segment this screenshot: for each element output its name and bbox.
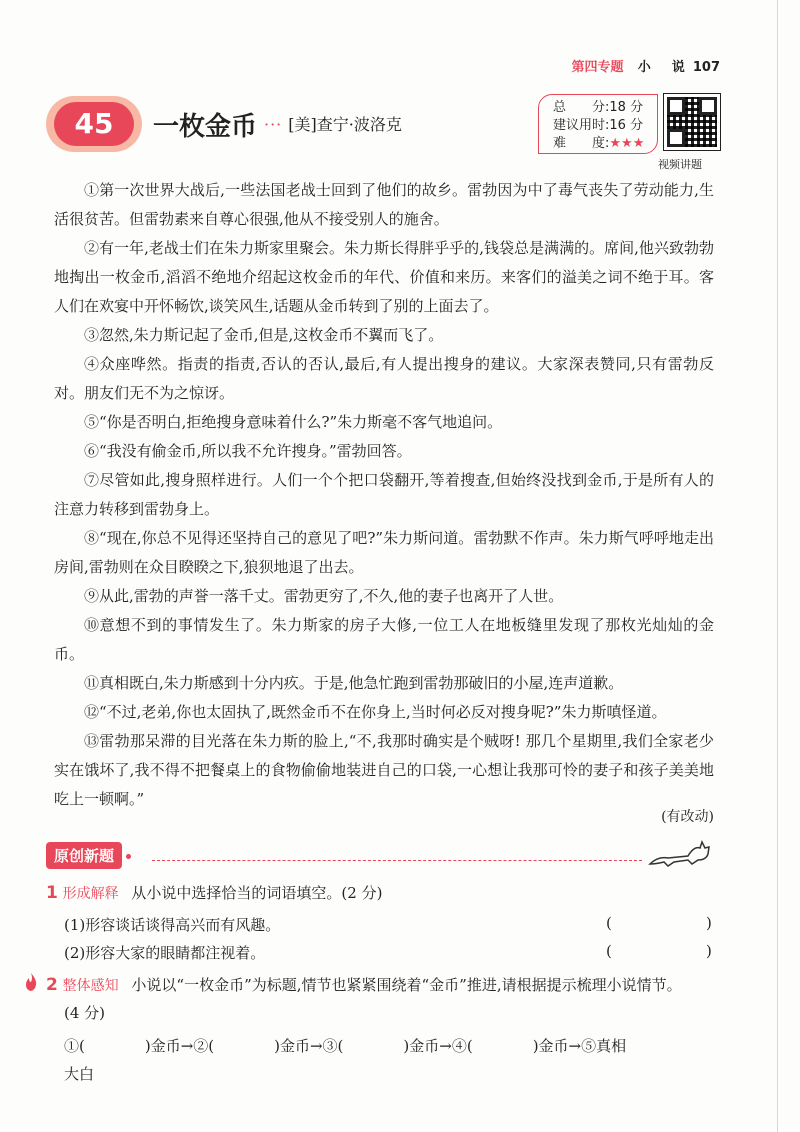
chain-tail: 大白 [64,1065,95,1083]
chain-step[interactable]: )金币→②( [84,1037,215,1055]
qr-corner [667,129,685,147]
answer-blank-close: ) [706,942,712,960]
qr-code-icon[interactable] [664,94,720,150]
paragraph: ⑦尽管如此,搜身照样进行。人们一个个把口袋翻开,等着搜查,但始终没找到金币,于是所有人的注意力转移到雷勃身上。 [54,471,714,518]
qr-corner [667,97,685,115]
dashed-divider [152,860,642,861]
question-2-score: (4 分) [64,1004,106,1022]
qr-corner [699,97,717,115]
chain-step[interactable]: ①( [64,1037,85,1055]
question-1-header [46,880,382,907]
question-text: 从小说中选择恰当的词语填空。(2 分) [131,884,383,902]
question-text: 小说以“一枚金币”为标题,情节也紧紧围绕着“金币”推进,请根据提示梳理小说情节。 [131,976,682,994]
answer-blank-open[interactable]: ( [606,914,612,932]
revision-note: (有改动) [661,809,714,825]
answer-blank-close: ) [706,914,712,932]
section-tag: 原创新题 [46,842,122,869]
paragraph: ④众座哗然。指责的指责,否认的否认,最后,有人提出搜身的建议。大家深表赞同,只有雷勃反对。朋友们无不为之惊讶。 [54,355,714,402]
flame-icon [24,973,38,991]
story-body [54,176,714,814]
author-name: [美]查宁·波洛克 [288,115,402,134]
info-box [538,94,658,154]
dot-icon [126,854,131,859]
section-label: 小 说 [637,60,689,75]
chain-step[interactable]: )金币→③( [214,1037,344,1055]
paragraph: ⑧“现在,你总不见得还坚持自己的意见了吧?”朱力斯问道。雷勃默不作声。朱力斯气呼呼地走出房间,雷勃则在众目睽睽之下,狼狈地退了出去。 [54,529,714,576]
lesson-title: 一枚金币 [153,112,258,142]
time-value: 16 分 [609,118,644,133]
page-edge [777,0,778,1132]
question-tag: 形成解释 [62,886,119,902]
score-value: 18 分 [609,100,644,115]
time-label: 建议用时: [553,118,610,133]
paragraph: ⑩意想不到的事情发生了。朱力斯家的房子大修,一位工人在地板缝里发现了那枚光灿灿的金币。 [54,616,714,663]
difficulty-stars: ★★★ [609,136,645,151]
lesson-number: 45 [54,102,134,146]
dots-icon: ··· [264,115,283,134]
plot-chain [64,1032,724,1088]
page-header [572,56,720,75]
paragraph: ⑪真相既白,朱力斯感到十分内疚。于是,他急忙跑到雷勃那破旧的小屋,连声道歉。 [84,674,624,692]
question-1-item: (2)形容大家的眼睛都注视着。 [64,944,266,962]
question-number: 1 [46,883,58,903]
paragraph: ①第一次世界大战后,一些法国老战士回到了他们的故乡。雷勃因为中了毒气丧失了劳动能力,生活很贫苦。但雷勃素来自尊心很强,他从不接受别人的施舍。 [54,181,714,228]
topic-label: 第四专题 [571,60,624,75]
chain-step: )金币→⑤真相 [472,1037,627,1055]
author-line [264,112,402,135]
paragraph: ⑨从此,雷勃的声誉一落千丈。雷勃更穷了,不久,他的妻子也离开了人世。 [84,587,564,605]
chain-step[interactable]: )金币→④( [343,1037,473,1055]
question-tag: 整体感知 [62,978,119,994]
paragraph: ⑬雷勃那呆滞的目光落在朱力斯的脸上,“不,我那时确实是个贼呀! 那几个星期里,我们全家老少实在饿坏了,我不得不把餐桌上的食物偷偷地装进自己的口袋,一心想让我那可怜的妻子和孩子美美地吃上一顿啊。” [54,732,714,808]
question-1-item: (1)形容谈话谈得高兴而有风趣。 [64,916,281,934]
lesson-number-badge [46,96,142,152]
paragraph: ⑥“我没有偷金币,所以我不允许搜身。”雷勃回答。 [84,442,412,460]
cat-icon [648,838,712,868]
answer-blank-open[interactable]: ( [606,942,612,960]
paragraph: ⑫“不过,老弟,你也太固执了,既然金币不在你身上,当时何必反对搜身呢?”朱力斯嗔怪道。 [84,703,667,721]
paragraph: ②有一年,老战士们在朱力斯家里聚会。朱力斯长得胖乎乎的,钱袋总是满满的。席间,他兴致勃勃地掏出一枚金币,滔滔不绝地介绍起这枚金币的年代、价值和来历。来客们的溢美之词不绝于耳。客人们在欢宴中开怀畅饮,谈笑风生,话题从金币转到了别的上面去了。 [54,239,714,315]
question-2-header [46,972,726,999]
paragraph: ③忽然,朱力斯记起了金币,但是,这枚金币不翼而飞了。 [84,326,444,344]
qr-caption: 视频讲题 [658,158,702,171]
paragraph: ⑤“你是否明白,拒绝搜身意味着什么?”朱力斯毫不客气地追问。 [84,413,503,431]
difficulty-label: 难 度: [553,136,610,151]
section-band [46,842,131,869]
question-number: 2 [46,975,58,995]
score-label: 总 分: [553,100,610,115]
page-number: 107 [692,60,720,75]
